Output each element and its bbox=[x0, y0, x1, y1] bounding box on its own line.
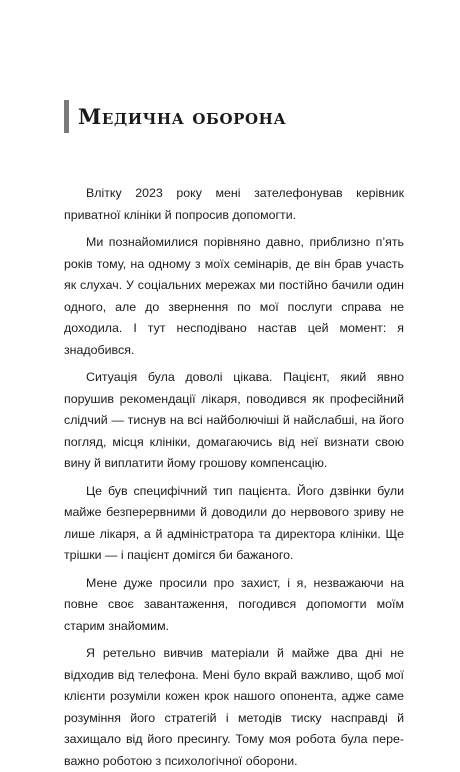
chapter-title: Медична оборона bbox=[78, 104, 287, 129]
paragraph: Ситуація була доволі цікава. Пацієнт, який явно порушив рекомендації лікаря, поводився як професійний слідчий — тиснув на всі найболючіші й найслабші, на його погляд, місця клініки, домагаючись від неї визнати свою вину й виплатити йому грошову компенсацію. bbox=[64, 370, 404, 470]
chapter-heading bbox=[64, 100, 286, 133]
paragraph: Влітку 2023 року мені зателефонував керівник приватної клініки й попросив допомогти. bbox=[64, 186, 404, 222]
paragraph: Ми познайомилися порівняно давно, приблизно п’ять років тому, на одному з моїх семінарів, де він брав участь як слухач. У соціальних мережах ми постійно бачили один одного, але до звернення по мої послуги справа не доходила. І тут несподівано настав цей момент: я знадобився. bbox=[64, 235, 404, 357]
heading-accent-bar bbox=[64, 100, 69, 133]
chapter-body bbox=[64, 183, 404, 772]
paragraph: Я ретельно вивчив матеріали й майже два дні не відходив від телефона. Мені було вкрай важливо, щоб мої клієнти розуміли кожен крок нашого опонента, адже саме розуміння його стратегій і методів тиску насправді й захищало від його пресингу. Тому моя робота була переважно роботою з психологічної оборони. bbox=[64, 646, 404, 768]
paragraph: Це був специфічний тип пацієнта. Його дзвінки були майже безперервними й доводили до нервового зриву не лише лікаря, а й адміністратора та директора клініки. Ще трішки — і пацієнт домігся би бажаного. bbox=[64, 483, 404, 562]
paragraph: Мене дуже просили про захист, і я, незважаючи на повне своє завантаження, погодився допомогти моїм старим знайомим. bbox=[64, 575, 404, 633]
